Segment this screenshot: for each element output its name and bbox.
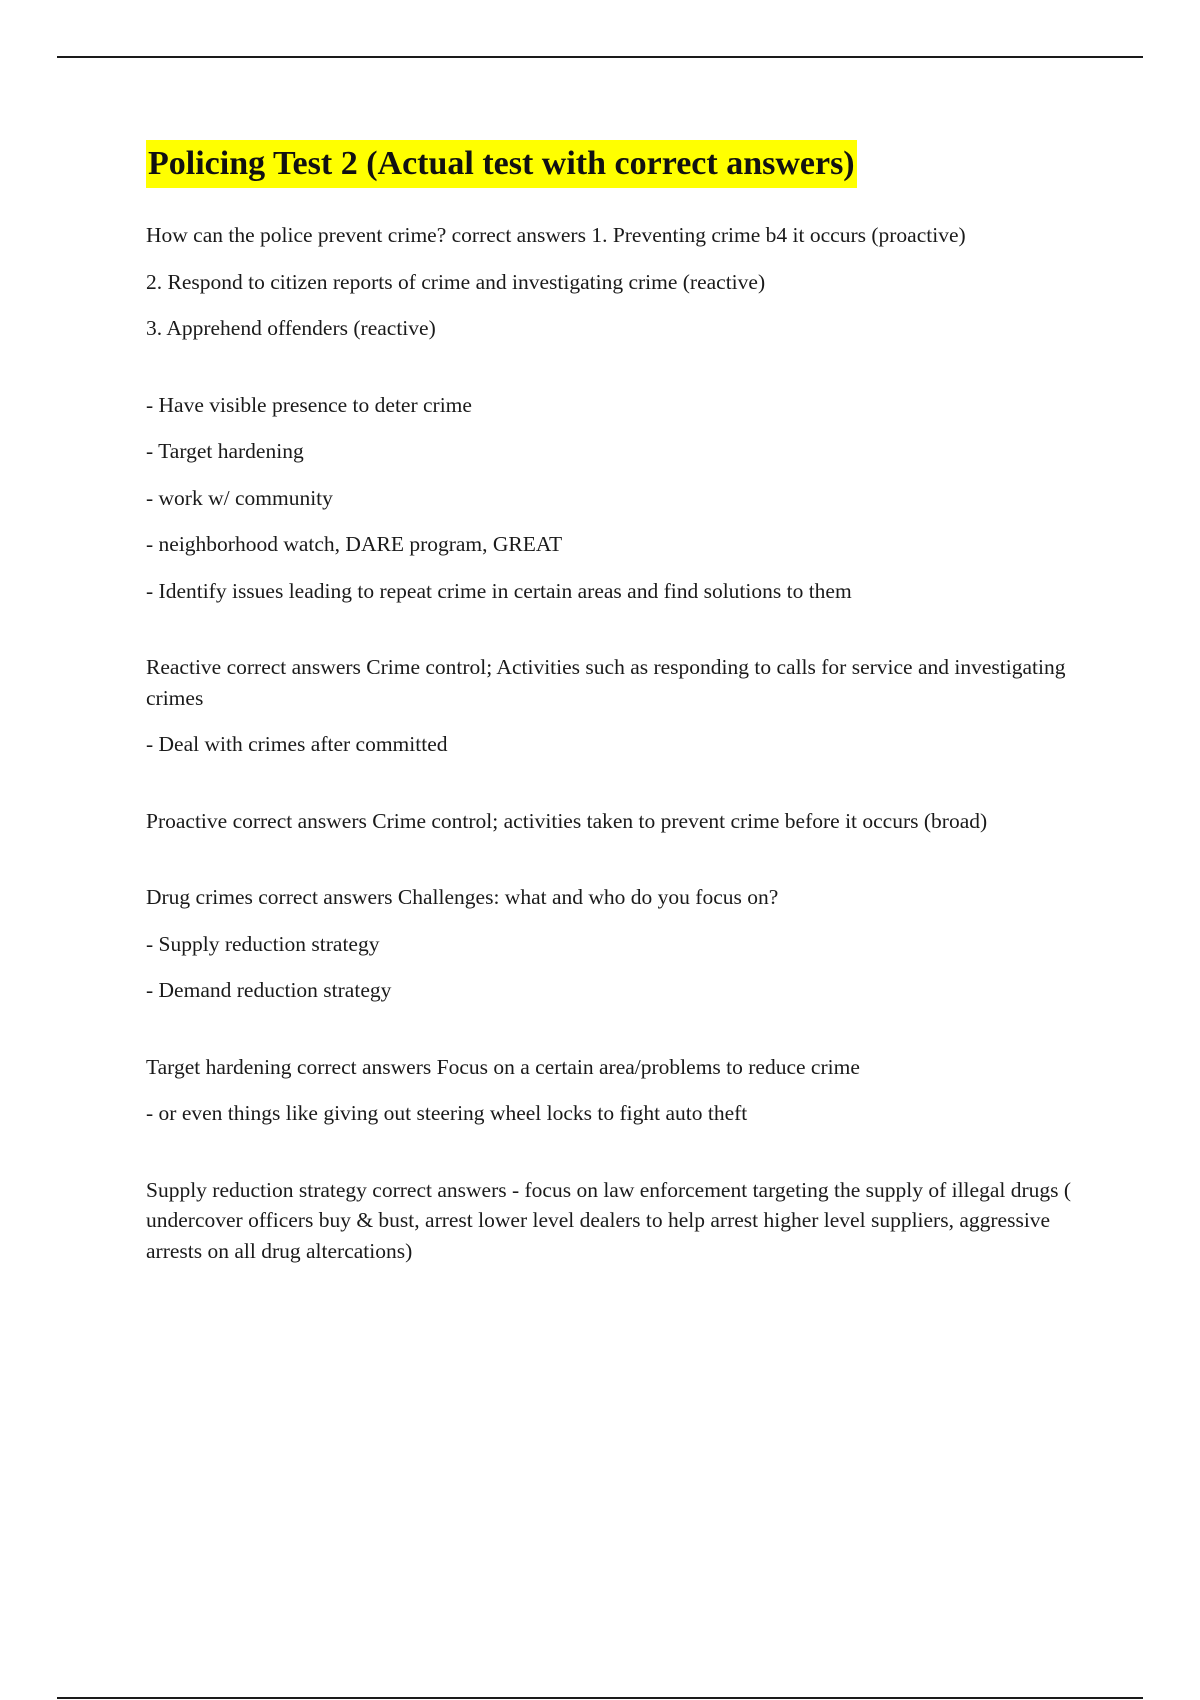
paragraph: Supply reduction strategy correct answers - focus on law enforcement targeting the supply of illegal drugs ( undercover officers buy & bust, arrest lower level dealers to help arrest higher level suppliers, aggressive arrests on all drug altercations) (146, 1177, 1072, 1263)
list-item: - work w/ community (146, 485, 333, 510)
paragraph: Target hardening correct answers Focus on a certain area/problems to reduce crime (146, 1054, 860, 1079)
top-rule (57, 56, 1143, 58)
paragraph: Proactive correct answers Crime control; activities taken to prevent crime before it occurs (broad) (146, 808, 988, 833)
document-body (146, 140, 1086, 1266)
paragraph: How can the police prevent crime? correct answers 1. Preventing crime b4 it occurs (proactive) (146, 223, 966, 247)
section-target-hardening (146, 1052, 1086, 1129)
section-prevent-crime (146, 220, 1086, 344)
section-reactive (146, 652, 1086, 760)
list-item: - Demand reduction strategy (146, 978, 392, 1002)
paragraph: 3. Apprehend offenders (reactive) (146, 316, 436, 340)
section-supply-reduction (146, 1175, 1086, 1267)
bottom-rule (57, 1697, 1143, 1699)
section-drug-crimes (146, 882, 1086, 1006)
section-prevention-list (146, 390, 1086, 607)
list-item: - Supply reduction strategy (146, 931, 380, 956)
list-item: - Have visible presence to deter crime (146, 392, 472, 417)
page-title: Policing Test 2 (Actual test with correct answers) (146, 140, 857, 188)
paragraph: - or even things like giving out steering wheel locks to fight auto theft (146, 1101, 748, 1125)
list-item: - neighborhood watch, DARE program, GREAT (146, 532, 563, 556)
paragraph: Drug crimes correct answers Challenges: what and who do you focus on? (146, 885, 779, 909)
list-item: - Identify issues leading to repeat crime in certain areas and find solutions to them (146, 578, 852, 603)
list-item: - Target hardening (146, 439, 304, 463)
section-proactive (146, 806, 1086, 837)
paragraph: 2. Respond to citizen reports of crime and investigating crime (reactive) (146, 269, 766, 294)
paragraph: Reactive correct answers Crime control; Activities such as responding to calls for service and investigating crimes (146, 655, 1066, 710)
paragraph: - Deal with crimes after committed (146, 732, 448, 756)
